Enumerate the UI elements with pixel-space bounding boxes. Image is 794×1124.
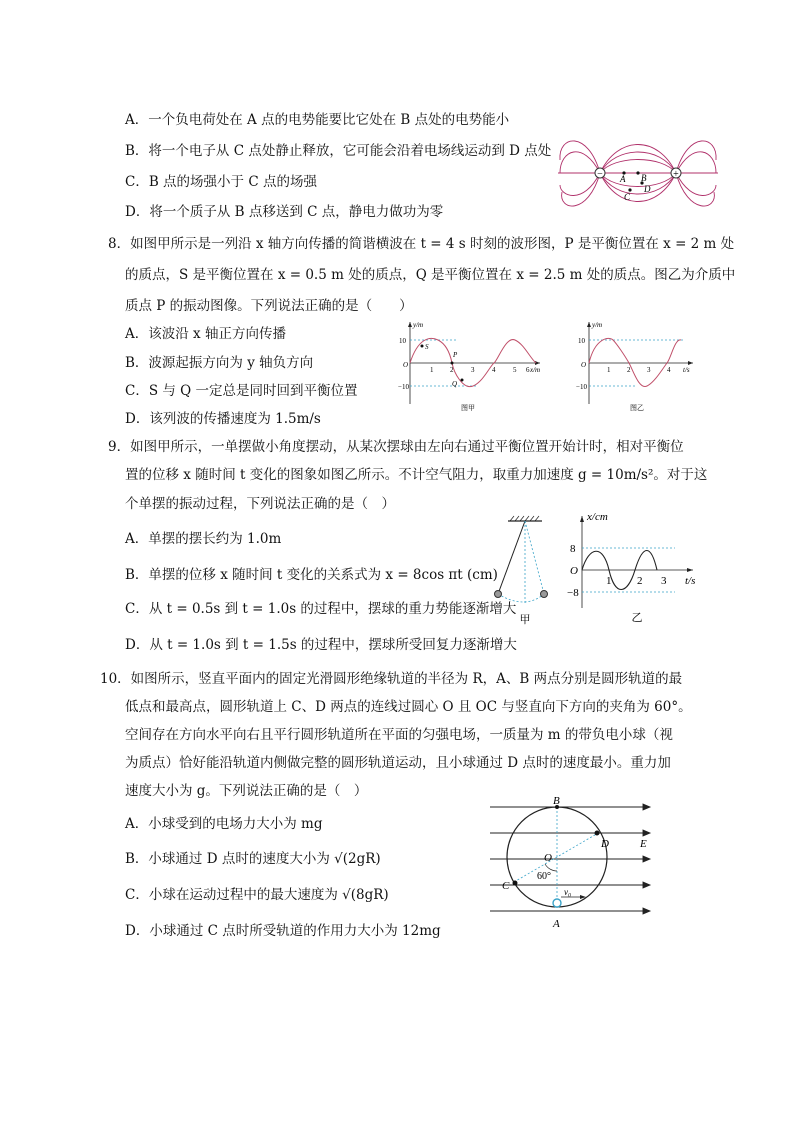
q8-yi-caption: 图乙 [630, 404, 644, 412]
q8-yi-ylabel: y/m [592, 321, 603, 329]
q9-yi-origin: O [570, 565, 578, 577]
q7-option-b: B．将一个电子从 C 点处静止释放，它可能会沿着电场线运动到 D 点处 [125, 143, 552, 159]
q9-yi-ytick-top: 8 [570, 543, 576, 555]
q10-label-d: D [601, 838, 609, 850]
q8-jia-caption: 图甲 [461, 404, 475, 412]
q8-option-d: D．该列波的传播速度为 1.5m/s [125, 411, 321, 427]
q8-yi-xtick-1: 1 [607, 366, 611, 374]
q8-jia-xtick-5: 5 [513, 366, 517, 374]
q10-label-e: E [640, 838, 647, 850]
q8-yi-xlabel: t/s [683, 366, 690, 374]
q9-yi-ytick-bottom: −8 [567, 587, 579, 599]
q9-stem-1: 9．如图甲所示，一单摆做小角度摆动，从某次摆球由左向右通过平衡位置开始计时，相对平衡位 [108, 439, 684, 455]
q8-jia-xlabel: x/m [530, 366, 541, 374]
q7-option-d: D．将一个质子从 B 点移送到 C 点，静电力做功为零 [125, 204, 444, 220]
q8-jia-xtick-2: 2 [450, 366, 454, 374]
q8-jia-xtick-4: 4 [492, 366, 496, 374]
q9-stem-2: 置的位移 x 随时间 t 变化的图象如图乙所示。不计空气阻力，取重力加速度 g = 10m/s²。对于这 [125, 467, 708, 483]
q9-yi-xtick-2: 2 [637, 575, 643, 587]
q8-stem-2: 的质点，S 是平衡位置在 x = 0.5 m 处的质点，Q 是平衡位置在 x = 2.5 m 处的质点。图乙为介质中 [125, 267, 736, 283]
q8-option-c: C．S 与 Q 一定总是同时回到平衡位置 [125, 383, 358, 399]
q8-stem-3: 质点 P 的振动图像。下列说法正确的是（ ） [125, 298, 413, 314]
q10-stem-5: 速度大小为 g。下列说法正确的是（ ） [125, 783, 368, 799]
q9-pendulum-figure [490, 515, 560, 627]
q8-yi-xtick-2: 2 [627, 366, 631, 374]
q9-option-c: C．从 t = 0.5s 到 t = 1.0s 的过程中，摆球的重力势能逐渐增大 [125, 601, 517, 617]
q7-pos-charge: + [673, 169, 679, 180]
q8-jia-ytick-bottom: −10 [398, 383, 409, 391]
q10-label-a: A [553, 918, 560, 930]
q8-jia-origin: O [403, 361, 409, 369]
q8-jia-xtick-1: 1 [430, 366, 434, 374]
q8-fig-jia [398, 318, 548, 413]
q10-angle-label: 60° [537, 871, 551, 882]
q10-track-figure [485, 795, 665, 935]
q9-graph-figure [565, 508, 705, 628]
q7-field-figure [558, 130, 718, 220]
q7-neg-charge: − [597, 169, 603, 180]
q10-stem-3: 空间存在方向水平向右且平行圆形轨道所在平面的匀强电场，一质量为 m 的带负电小球（视 [125, 727, 673, 743]
q8-jia-point-q: Q [452, 380, 458, 388]
q8-jia-ytick-top: 10 [399, 337, 406, 345]
q8-option-b: B．波源起振方向为 y 轴负方向 [125, 355, 314, 371]
q8-option-a: A．该波沿 x 轴正方向传播 [125, 326, 286, 342]
q10-label-c: C [502, 880, 510, 892]
q10-option-b: B．小球通过 D 点时的速度大小为 √(2gR) [125, 851, 381, 867]
q8-yi-ytick-bottom: −10 [576, 383, 587, 391]
q8-fig-yi [575, 318, 700, 413]
q9-yi-caption: 乙 [631, 612, 643, 624]
q8-jia-point-s: S [425, 343, 429, 351]
q8-jia-ylabel: y/m [413, 321, 424, 329]
q7-label-d: D [644, 184, 651, 194]
q8-yi-ytick-top: 10 [578, 337, 585, 345]
q10-stem-2: 低点和最高点，圆形轨道上 C、D 两点的连线过圆心 O 且 OC 与竖直向下方向的夹角为 60°。 [125, 699, 692, 715]
q10-option-d: D．小球通过 C 点时所受轨道的作用力大小为 12mg [125, 923, 441, 939]
q7-label-c: C [624, 192, 631, 202]
q10-option-c: C．小球在运动过程中的最大速度为 √(8gR) [125, 887, 389, 903]
q10-label-o: O [544, 852, 552, 864]
q10-label-b: B [553, 795, 560, 807]
q10-v0-label: v₀ [564, 887, 572, 897]
q9-stem-3: 个单摆的振动过程，下列说法正确的是（ ） [125, 496, 395, 512]
q8-yi-origin: O [581, 361, 587, 369]
q7-option-a: A．一个负电荷处在 A 点的电势能要比它处在 B 点处的电势能小 [125, 112, 510, 128]
q9-yi-xlabel: t/s [685, 575, 696, 587]
q8-jia-point-p: P [453, 351, 458, 359]
q8-yi-xtick-4: 4 [667, 366, 671, 374]
q9-yi-xtick-3: 3 [661, 575, 667, 587]
q9-option-a: A．单摆的摆长约为 1.0m [125, 531, 282, 547]
q7-label-a: A [620, 174, 626, 184]
q8-yi-xtick-3: 3 [647, 366, 651, 374]
q10-stem-1: 10．如图所示，竖直平面内的固定光滑圆形绝缘轨道的半径为 R，A、B 两点分别是圆形轨道的最 [100, 671, 683, 687]
q9-yi-ylabel: x/cm [587, 511, 608, 523]
q10-stem-4: 为质点）恰好能沿轨道内侧做完整的圆形轨道运动，且小球通过 D 点时的速度最小。重力加 [125, 755, 671, 771]
q10-option-a: A．小球受到的电场力大小为 mg [125, 816, 323, 832]
q7-option-c: C．B 点的场强小于 C 点的场强 [125, 174, 317, 190]
q9-yi-xtick-1: 1 [606, 575, 612, 587]
q7-label-b: B [641, 173, 647, 183]
q8-jia-xtick-6: 6 [526, 366, 530, 374]
q8-stem-1: 8．如图甲所示是一列沿 x 轴方向传播的简谐横波在 t = 4 s 时刻的波形图，P 是平衡位置在 x = 2 m 处 [108, 236, 735, 252]
q8-jia-xtick-3: 3 [471, 366, 475, 374]
q9-jia-caption: 甲 [519, 614, 531, 626]
q9-option-b: B．单摆的位移 x 随时间 t 变化的关系式为 x = 8cos πt (cm) [125, 567, 498, 583]
q9-option-d: D．从 t = 1.0s 到 t = 1.5s 的过程中，摆球所受回复力逐渐增大 [125, 637, 517, 653]
